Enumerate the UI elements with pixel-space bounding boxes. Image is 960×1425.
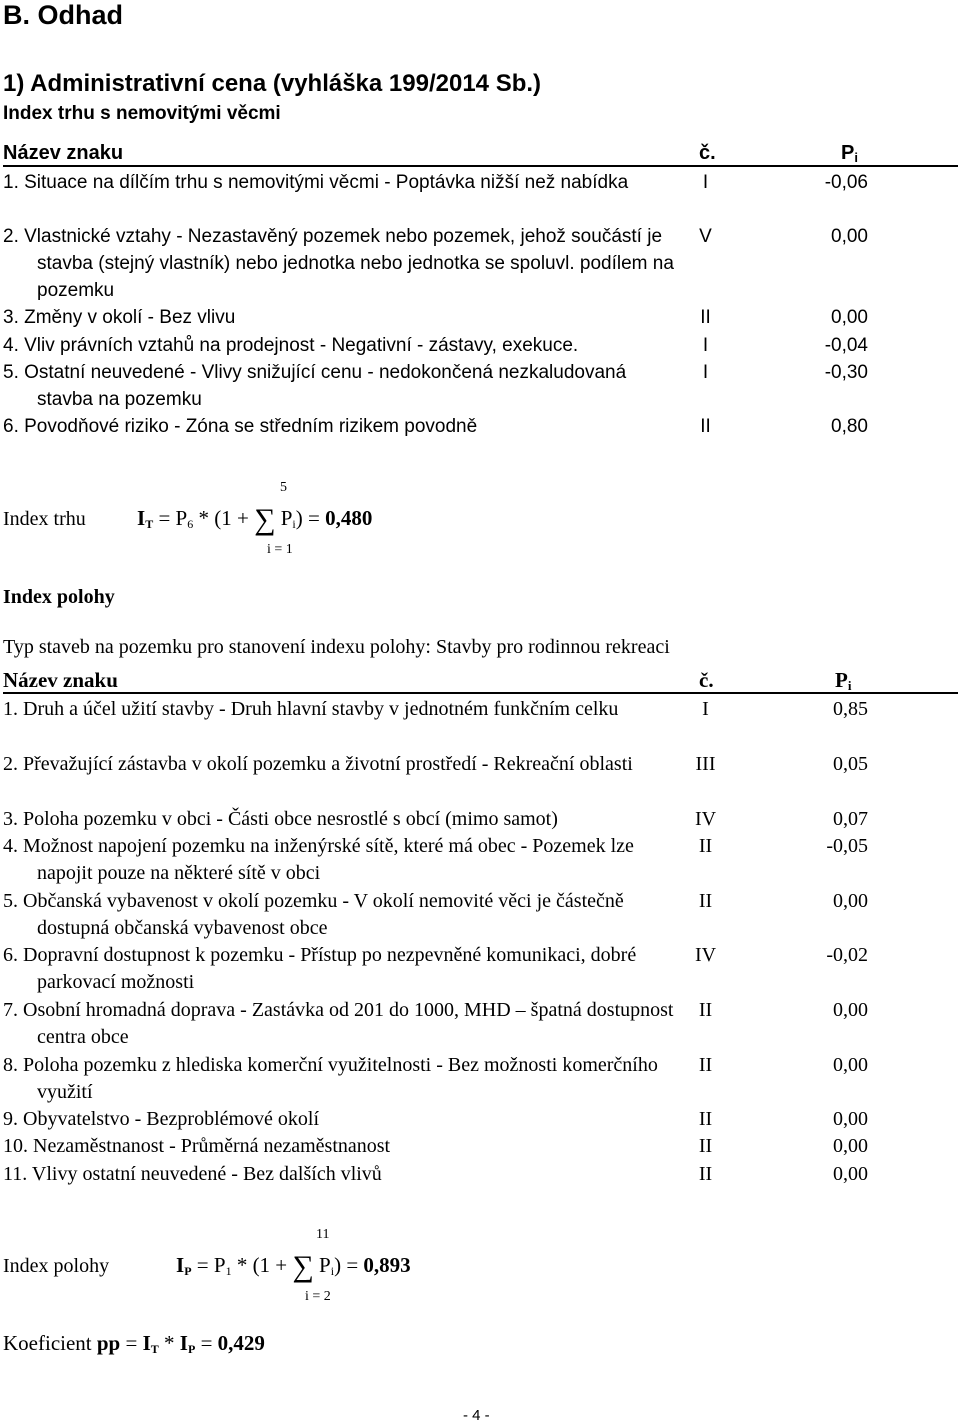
table-row [3,1133,958,1160]
row-class: II [698,835,713,857]
sum-icon: ∑ [254,503,276,536]
row-name: 6. Povodňové riziko - Zóna se středním rizikem povodně [3,416,478,437]
row-value: -0,02 [826,944,868,966]
row-name: 5. Občanská vybavenost v okolí pozemku - V okolí nemovité věci je částečně dostupná občanská vybavenost obce [3,890,624,940]
row-value: 0,00 [833,1163,868,1185]
row-value: 0,00 [831,307,868,328]
row-class: II [698,999,713,1021]
coefficient-result: 0,429 [217,1331,265,1355]
row-class: II [698,1108,713,1130]
market-formula: $I_T = P_6 * (1$ + ∑ $P_i) = 0,480$ [137,503,373,536]
row-name: 10. Nezaměstnanost - Průměrná nezaměstnanost [3,1135,391,1157]
section-title: B. Odhad [3,0,123,30]
row-name: 8. Poloha pozemku z hlediska komerční využitelnosti - Bez možnosti komerčního využití [3,1054,658,1104]
col-num-header: č. [699,668,714,692]
row-value: 0,00 [833,1108,868,1130]
table-row [3,751,958,806]
subsection-title: 1) Administrativní cena (vyhláška 199/2014 Sb.) [3,70,542,97]
row-class: IV [694,808,717,830]
table-row [3,806,958,833]
table-row [3,169,958,223]
row-class: II [698,1163,713,1185]
market-sum-lower: i = 1 [267,542,293,557]
market-formula-label: Index trhu [3,508,86,530]
col-name-header: Název znaku [3,142,124,164]
row-name: 11. Vlivy ostatní neuvedené - Bez dalších vlivů [3,1163,382,1185]
market-index-heading: Index trhu s nemovitými věcmi [3,103,281,124]
table-row [3,942,958,997]
row-name: 7. Osobní hromadná doprava - Zastávka od 201 do 1000, MHD – špatná dostupnost centra obce [3,999,674,1049]
row-name: 2. Vlastnické vztahy - Nezastavěný pozemek nebo pozemek, jehož součástí je stavba (stejný vlastník) nebo jednotka nebo jednotka se spoluvl. podílem na pozemku [3,226,674,301]
row-class: III [695,753,716,775]
table-row [3,304,958,331]
market-index-table [3,141,958,437]
table-header [3,141,958,167]
row-name: 2. Převažující zástavba v okolí pozemku a životní prostředí - Rekreační oblasti [3,753,633,775]
row-value: 0,07 [833,808,868,830]
row-class: I [702,698,709,720]
row-class: II [698,890,713,912]
location-sum-lower: i = 2 [305,1289,331,1304]
table-row [3,413,958,440]
location-type-line: Typ staveb na pozemku pro stanovení indexu polohy: Stavby pro rodinnou rekreaci [3,636,670,658]
table-header [3,668,958,694]
location-index-table [3,668,958,1185]
row-value: -0,05 [826,835,868,857]
row-value: 0,05 [833,753,868,775]
row-name: 1. Situace na dílčím trhu s nemovitými věcmi - Poptávka nižší než nabídka [3,172,629,193]
row-value: 0,00 [833,1135,868,1157]
row-value: 0,00 [831,226,868,247]
table-row [3,997,958,1052]
row-class: V [699,226,712,247]
row-name: 6. Dopravní dostupnost k pozemku - Přístup po nezpevněné komunikaci, dobré parkovací možnosti [3,944,637,994]
row-class: IV [694,944,717,966]
row-value: 0,00 [833,999,868,1021]
row-name: 3. Změny v okolí - Bez vlivu [3,307,236,328]
col-num-header: č. [699,142,716,164]
market-sum-upper: 5 [280,480,287,495]
row-value: 0,00 [833,1054,868,1076]
row-name: 4. Vliv právních vztahů na prodejnost - Negativní - zástavy, exekuce. [3,335,579,356]
row-value: -0,06 [824,172,868,193]
col-p-header: $P_i$ [841,142,858,165]
row-class: II [700,307,711,328]
col-p-header: $P_i$ [835,668,852,693]
table-row [3,1106,958,1133]
table-row [3,1052,958,1107]
row-class: II [698,1054,713,1076]
row-class: II [700,416,711,437]
table-row [3,888,958,943]
page-number: - 4 - [463,1407,490,1424]
location-index-heading: Index polohy [3,586,115,608]
row-value: 0,85 [833,698,868,720]
row-value: 0,00 [833,890,868,912]
row-class: I [702,335,709,356]
table-row [3,833,958,888]
row-name: 5. Ostatní neuvedené - Vlivy snižující cenu - nedokončená nezkaludovaná stavba na pozemku [3,362,627,410]
sum-icon: ∑ [292,1250,314,1283]
row-class: I [702,172,709,193]
col-name-header: Název znaku [3,668,118,692]
table-row [3,223,958,304]
coefficient-line: Koeficient pp = $I_T * I_P = 0,429$ [3,1331,265,1356]
location-formula: $I_P = P_1 * (1$ + ∑ $P_i) = 0,893$ [176,1250,411,1283]
row-name: 3. Poloha pozemku v obci - Části obce nesrostlé s obcí (mimo samot) [3,808,558,830]
row-name: 9. Obyvatelstvo - Bezproblémové okolí [3,1108,320,1130]
row-class: II [698,1135,713,1157]
row-value: 0,80 [831,416,868,437]
table-row [3,359,958,413]
location-index-result: 0,893 [363,1253,411,1277]
row-name: 1. Druh a účel užití stavby - Druh hlavní stavby v jednotném funkčním celku [3,698,619,720]
location-formula-label: Index polohy [3,1255,110,1277]
table-row [3,696,958,751]
table-row [3,332,958,359]
market-index-result: 0,480 [325,506,373,530]
row-name: 4. Možnost napojení pozemku na inženýrské sítě, které má obec - Pozemek lze napojit pouze na některé sítě v obci [3,835,634,885]
location-sum-upper: 11 [316,1227,330,1242]
table-row [3,1161,958,1188]
row-class: I [702,362,709,383]
row-value: -0,30 [824,362,868,383]
row-value: -0,04 [824,335,868,356]
